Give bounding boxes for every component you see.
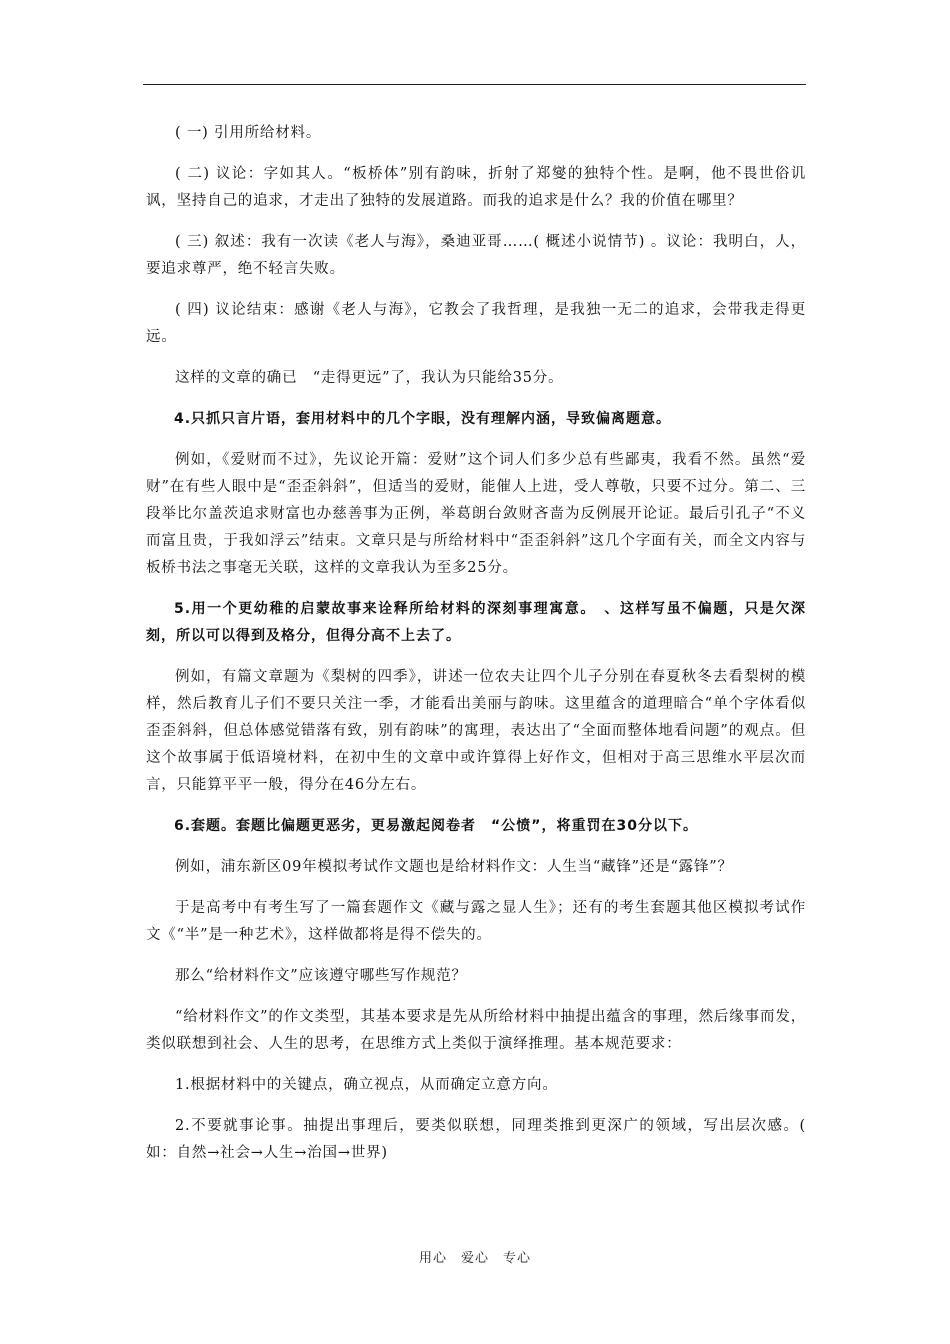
- page-footer: 用心 爱心 专心: [418, 1251, 531, 1266]
- paragraph-1: ( 一) 引用所给材料。: [175, 125, 322, 141]
- heading-point-6: 6.套题。套题比偏题更恶劣，更易激起阅卷者 “公愤”，将重罚在30分以下。: [174, 818, 698, 834]
- header-rule: [143, 84, 806, 85]
- document-body: [146, 120, 806, 1181]
- paragraph-12: 于是高考中有考生写了一篇套题作文《藏与露之显人生》；还有的考生套题其他区模拟考试作文《“半”是一种艺术》，这样做都将是得不偿失的。: [146, 900, 806, 943]
- paragraph-2: ( 二) 议论：字如其人。“板桥体”别有韵味，折射了郑燮的独特个性。是啊，他不畏世俗讥讽，坚持自己的追求，才走出了独特的发展道路。而我的追求是什么？我的价值在哪里？: [146, 166, 806, 209]
- paragraph-example-5: 例如，有篇文章题为《梨树的四季》，讲述一位农夫让四个儿子分别在春夏秋冬去看梨树的模样，然后教育儿子们不要只关注一季，才能看出美丽与韵味。这里蕴含的道理暗合“单个字体看似歪歪斜斜，但总体感觉错落有致，别有韵味”的寓理，表达出了“全面而整体地看问题”的观点。但这个故事属于低语境材料，在初中生的文章中或许算得上好作文，但相对于高三思维水平层次而言，只能算平平一般，得分在46分左右。: [146, 669, 806, 793]
- heading-point-5: 5.用一个更幼稚的启蒙故事来诠释所给材料的深刻事理寓意。 、这样写虽不偏题，只是欠深刻，所以可以得到及格分，但得分高不上去了。: [146, 601, 806, 644]
- paragraph-example-4: 例如，《爱财而不过》，先议论开篇：爱财”这个词人们多少总有些鄙夷，我看不然。虽然“爱财”在有些人眼中是“歪歪斜斜”，但适当的爱财，能催人上进，受人尊敬，只要不过分。第二、三段举比尔盖茨追求财富也办慈善事为正例，举葛朗台敛财吝啬为反例展开论证。最后引孔子“不义而富且贵，于我如浮云”结束。文章只是与所给材料中“歪歪斜斜”这几个字面有关，而全文内容与板桥书法之事毫无关联，这样的文章我认为至多25分。: [146, 452, 806, 576]
- paragraph-5: 这样的文章的确已 “走得更远”了，我认为只能给35分。: [175, 370, 564, 386]
- paragraph-4: ( 四) 议论结束：感谢《老人与海》，它教会了我哲理，是我独一无二的追求，会带我走得更远。: [146, 302, 806, 345]
- paragraph-13: 那么“给材料作文”应该遵守哪些写作规范？: [175, 968, 467, 984]
- rule-2: 2.不要就事论事。抽提出事理后，要类似联想，同理类推到更深广的领域，写出层次感。( 如：自然→社会→人生→治国→世界): [146, 1118, 806, 1161]
- paragraph-example-6: 例如，浦东新区09年模拟考试作文题也是给材料作文：人生当“藏锋”还是“露锋”？: [175, 859, 733, 875]
- paragraph-3: ( 三) 叙述：我有一次读《老人与海》，桑迪亚哥……( 概述小说情节) 。议论：我明白，人，要追求尊严，绝不轻言失败。: [146, 234, 806, 277]
- heading-point-4: 4.只抓只言片语，套用材料中的几个字眼，没有理解内涵，导致偏离题意。: [174, 411, 672, 427]
- rule-1: 1.根据材料中的关键点，确立视点，从而确定立意方向。: [175, 1077, 558, 1093]
- paragraph-14: “给材料作文”的作文类型，其基本要求是先从所给材料中抽提出蕴含的事理，然后缘事而发，类似联想到社会、人生的思考，在思维方式上类似于演绎推理。基本规范要求：: [146, 1009, 806, 1052]
